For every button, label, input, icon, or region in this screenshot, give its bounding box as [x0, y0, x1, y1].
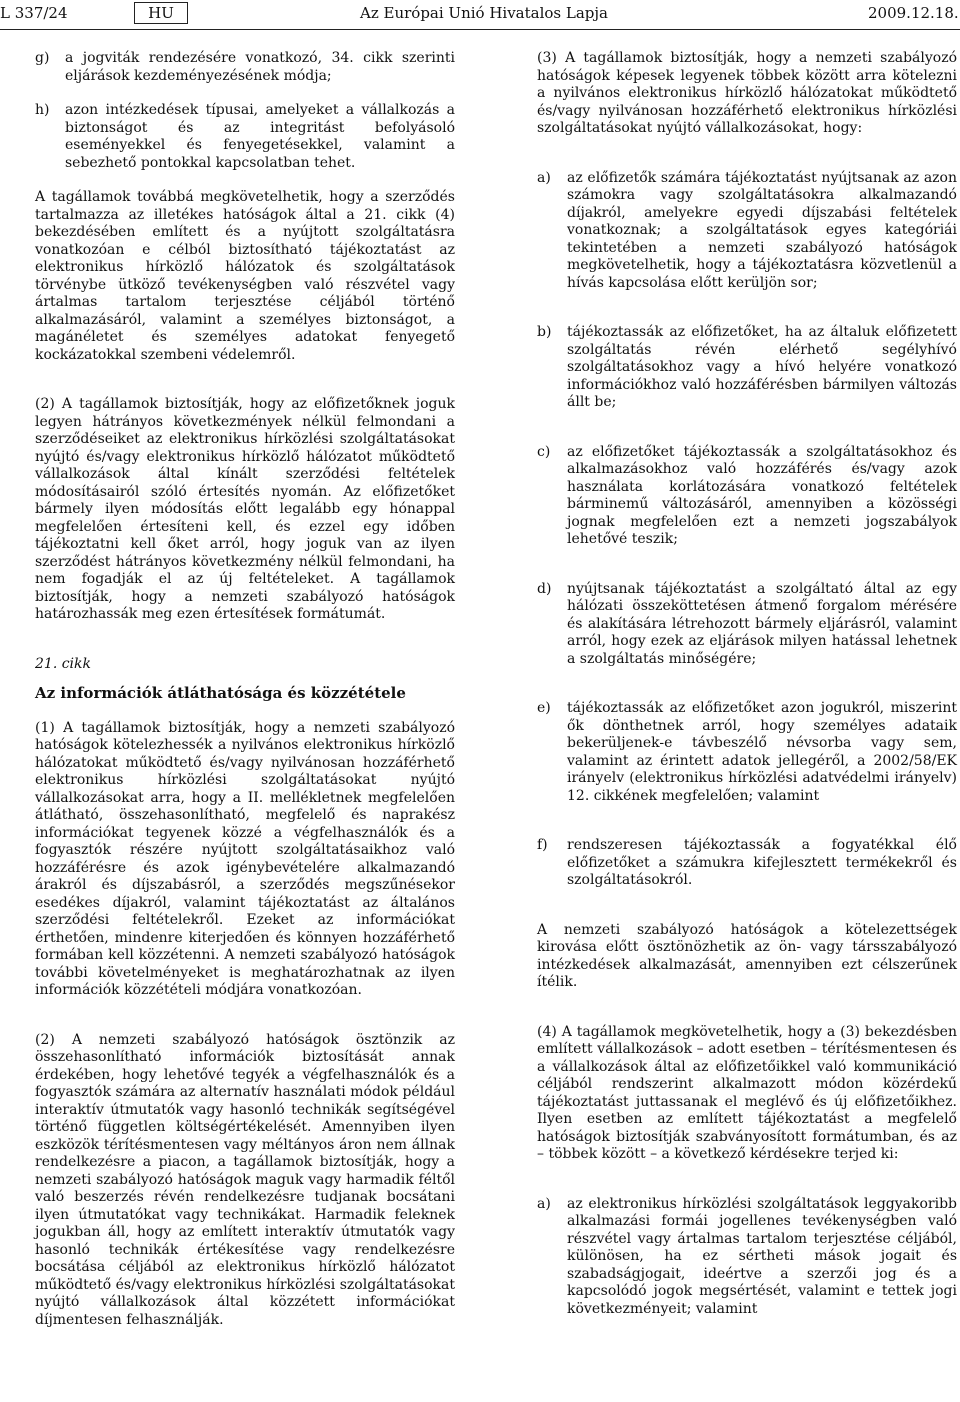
item-text: a jogviták rendezésére vonatkozó, 34. cikk szerinti eljárások kezdeményezésének módja; [65, 50, 455, 84]
item-text: nyújtsanak tájékoztatást a szolgáltató által az egy hálózati összeköttetésen átmenő forgalom mérésére és alakítására létrehozott bármely eljárásról, valamint arról, hogy ezek az eljárások milyen hatással lehetnek a szolgáltatás minőségére; [567, 580, 957, 667]
item-text: rendszeresen tájékoztassák a fogyatékkal élő előfizetőket a számukra kifejlesztett termékekről és szolgáltatásokról. [567, 837, 957, 888]
language-code-box: HU [134, 2, 188, 24]
item-label: f) [537, 837, 548, 853]
list-item-h [35, 102, 455, 172]
paragraph: (2) A nemzeti szabályozó hatóságok ösztönzik az összehasonlítható információk biztosítását annak érdekében, hogy lehetővé tegyék a végfelhasználók és a fogyasztók számára az alternatív használati módok például interaktív útmutatók vagy hasonló technikák segítségével történő független költségértékelését. Amennyiben ilyen eszközök térítésmentesen vagy méltányos áron nem állnak rendelkezésre a piacon, a tagállamok biztosítják, hogy a nemzeti szabályozó hatóságok maguk vagy harmadik féltől való beszerzés révén rendelkezésre tudjanak bocsátani ilyen útmutatókat vagy technikákat. Harmadik feleknek jogukban áll, hogy az említett interaktív útmutatók vagy hasonló technikák értékesítése vagy rendelkezésre bocsátása céljából az elektronikus hírközlő hálózatot működtető és/vagy elektronikus hírközlési szolgáltatásokat nyújtó vállalkozások által közzétett információkat díjmentesen felhasználják. [35, 1031, 455, 1328]
list-item-f [537, 837, 957, 890]
item-label: h) [35, 102, 50, 118]
item-label: c) [537, 443, 551, 460]
item-label: a) [537, 169, 551, 186]
left-column [35, 50, 455, 1329]
item-label: d) [537, 580, 552, 597]
item-text: tájékoztassák az előfizetőket azon jogukról, miszerint ők dönthetnek arról, hogy személyes adataik bekerüljenek-e távbeszélő névsorba vagy sem, valamint az érintett adatok jellegéről, a 2002/58/EK irányelv (elektronikus hírközlési adatvédelmi irányelv) 12. cikkének megfelelően; valamint [567, 700, 957, 804]
item-text: azon intézkedések típusai, amelyeket a vállalkozás a biztonságot és az integritást befolyásoló eseményekkel és fenyegetésekkel, valamint a sebezhető pontokkal kapcsolatban tehet. [65, 102, 455, 171]
list-item-e [537, 700, 957, 805]
header-rule [0, 29, 960, 30]
item-label: g) [35, 50, 50, 66]
item-text: tájékoztassák az előfizetőket, ha az általuk előfizetett szolgáltatás révén elérhető segélyhívó szolgáltatásokhoz vagy a hívó helyére vonatkozó információkhoz való hozzáférésben bármilyen változás állt be; [567, 324, 957, 410]
paragraph: A nemzeti szabályozó hatóságok a kötelezettségek kirovása előtt ösztönözhetik az ön- vagy társszabályozó intézkedések alkalmazását, amennyiben ezt célszerűnek ítélik. [537, 921, 957, 990]
article-title: Az információk átláthatósága és közzététele [35, 684, 406, 702]
list-item-c [537, 444, 957, 549]
item-label: e) [537, 700, 551, 716]
page-reference: L 337/24 [0, 4, 68, 22]
list-item-a [537, 170, 957, 293]
paragraph: (4) A tagállamok megkövetelhetik, hogy a (3) bekezdésben említett vállalkozások – adott esetben – térítésmentesen és a vállalkozások által az előfizetőikkel való kommunikáció céljából rendszerint alkalmazott módon közérdekű tájékoztatást juttassanak el meglévő és új előfizetőikhez. Ilyen esetben az említett tájékoztatást a megfelelő hatóságok biztosítják szabványosított formátumban, és az – többek között – a következő kérdésekre terjed ki: [537, 1023, 957, 1162]
article-number: 21. cikk [35, 655, 91, 672]
list-item-a-second [537, 1196, 957, 1319]
right-column [537, 50, 957, 1318]
list-item-d [537, 581, 957, 669]
publication-date: 2009.12.18. [868, 4, 959, 22]
paragraph: (2) A tagállamok biztosítják, hogy az előfizetőknek joguk legyen hátrányos következmények nélkül felmondani a szerződéseiket az elektronikus hírközlési szolgáltatásokat nyújtó és/vagy elektronikus hírközlő hálózatot működtető vállalkozások által kínált szerződési feltételek módosításairól szóló értesítés nyomán. Az előfizetőket bármely ilyen módosítás előtt legalább egy hónappal megfelelően értesíteni kell, és ezzel egy időben tájékoztatni kell őket arról, hogy joguk van az ilyen szerződést hátrányos következmény nélkül felmondani, ha nem fogadják el az új feltételeket. A tagállamok biztosítják, hogy a nemzeti szabályozó hatóságok határozhassák meg ezen értesítések formátumát. [35, 396, 455, 622]
journal-title: Az Európai Unió Hivatalos Lapja [360, 4, 608, 22]
item-text: az előfizetőket tájékoztassák a szolgáltatásokhoz és alkalmazásokhoz való hozzáférés és/vagy azok használata korlátozására vonatkozó feltételek bárminemű változásáról, amennyiben a közösségi jognak megfelelően ezt a nemzeti jogszabályok lehetővé teszik; [567, 443, 957, 547]
item-text: az elektronikus hírközlési szolgáltatások leggyakoribb alkalmazási formái jogellenes tevékenységben való részvétel vagy ártalmas tartalom terjesztése céljából, különösen, ha ez sértheti mások jogait és szabadságjogait, ideértve a szerzői jog és a kapcsolódó jogok megsértését, valamint e tettek jogi következményeit; valamint [567, 1195, 957, 1317]
item-text: az előfizetők számára tájékoztatást nyújtsanak az azon számokra vagy szolgáltatásokra alkalmazandó díjakról, amelyekre egyedi díjszabási feltételek vonatkoznak; a szolgáltatások egyes kategóriái tekintetében a nemzeti szabályozó hatóságok megkövetelhetik, hogy a tájékoztatásra közvetlenül a hívás kapcsolása előtt kerüljön sor; [567, 169, 957, 291]
paragraph: (1) A tagállamok biztosítják, hogy a nemzeti szabályozó hatóságok kötelezhessék a nyilvános elektronikus hírközlő hálózatokat működtető és/vagy nyilvánosan hozzáférhető elektronikus hírközlési szolgáltatásokat nyújtó vállalkozásokat arra, hogy a II. mellékletnek megfelelően átlátható, összehasonlítható, megfelelő és naprakész információkat tegyenek közzé a végfelhasználók és a fogyasztók részére nyújtott szolgáltatásaikhoz való hozzáférésre és azok igénybevételére alkalmazandó árakról és díjszabásról, a szerződés megszűnésekor esedékes díjakról, valamint tájékoztatást az általános szerződési feltételekről. Ezeket az információkat érthetően, mindenre kiterjedően és könnyen hozzáférhető formában kell közzétenni. A nemzeti szabályozó hatóságok további követelményeket is meghatározhatnak az ilyen információk közzétételi módjára vonatkozóan. [35, 719, 455, 998]
list-item-b [537, 324, 957, 412]
item-label: a) [537, 1195, 551, 1212]
item-label: b) [537, 324, 552, 340]
list-item-g [35, 50, 455, 85]
page-header [0, 0, 960, 34]
paragraph: (3) A tagállamok biztosítják, hogy a nemzeti szabályozó hatóságok képesek legyenek többek között arra kötelezni a nyilvános elektronikus hírközlő hálózatokat működtető és/vagy nyilvánosan hozzáférhető elektronikus hírközlési szolgáltatásokat nyújtó vállalkozásokat, hogy: [537, 50, 957, 136]
paragraph: A tagállamok továbbá megkövetelhetik, hogy a szerződés tartalmazza az illetékes hatóságok által a 21. cikk (4) bekezdésében említett és a nyújtott szolgáltatásra vonatkozóan e célból biztosítható tájékoztatást az elektronikus hírközlő hálózatok és szolgáltatások törvénybe ütköző tevékenységben való részvétel vagy ártalmas tartalom terjesztése céljából történő alkalmazásáról, valamint a személyes biztonságot, a magánéletet és személyes adatokat fenyegető kockázatokkal szembeni védelemről. [35, 189, 455, 363]
